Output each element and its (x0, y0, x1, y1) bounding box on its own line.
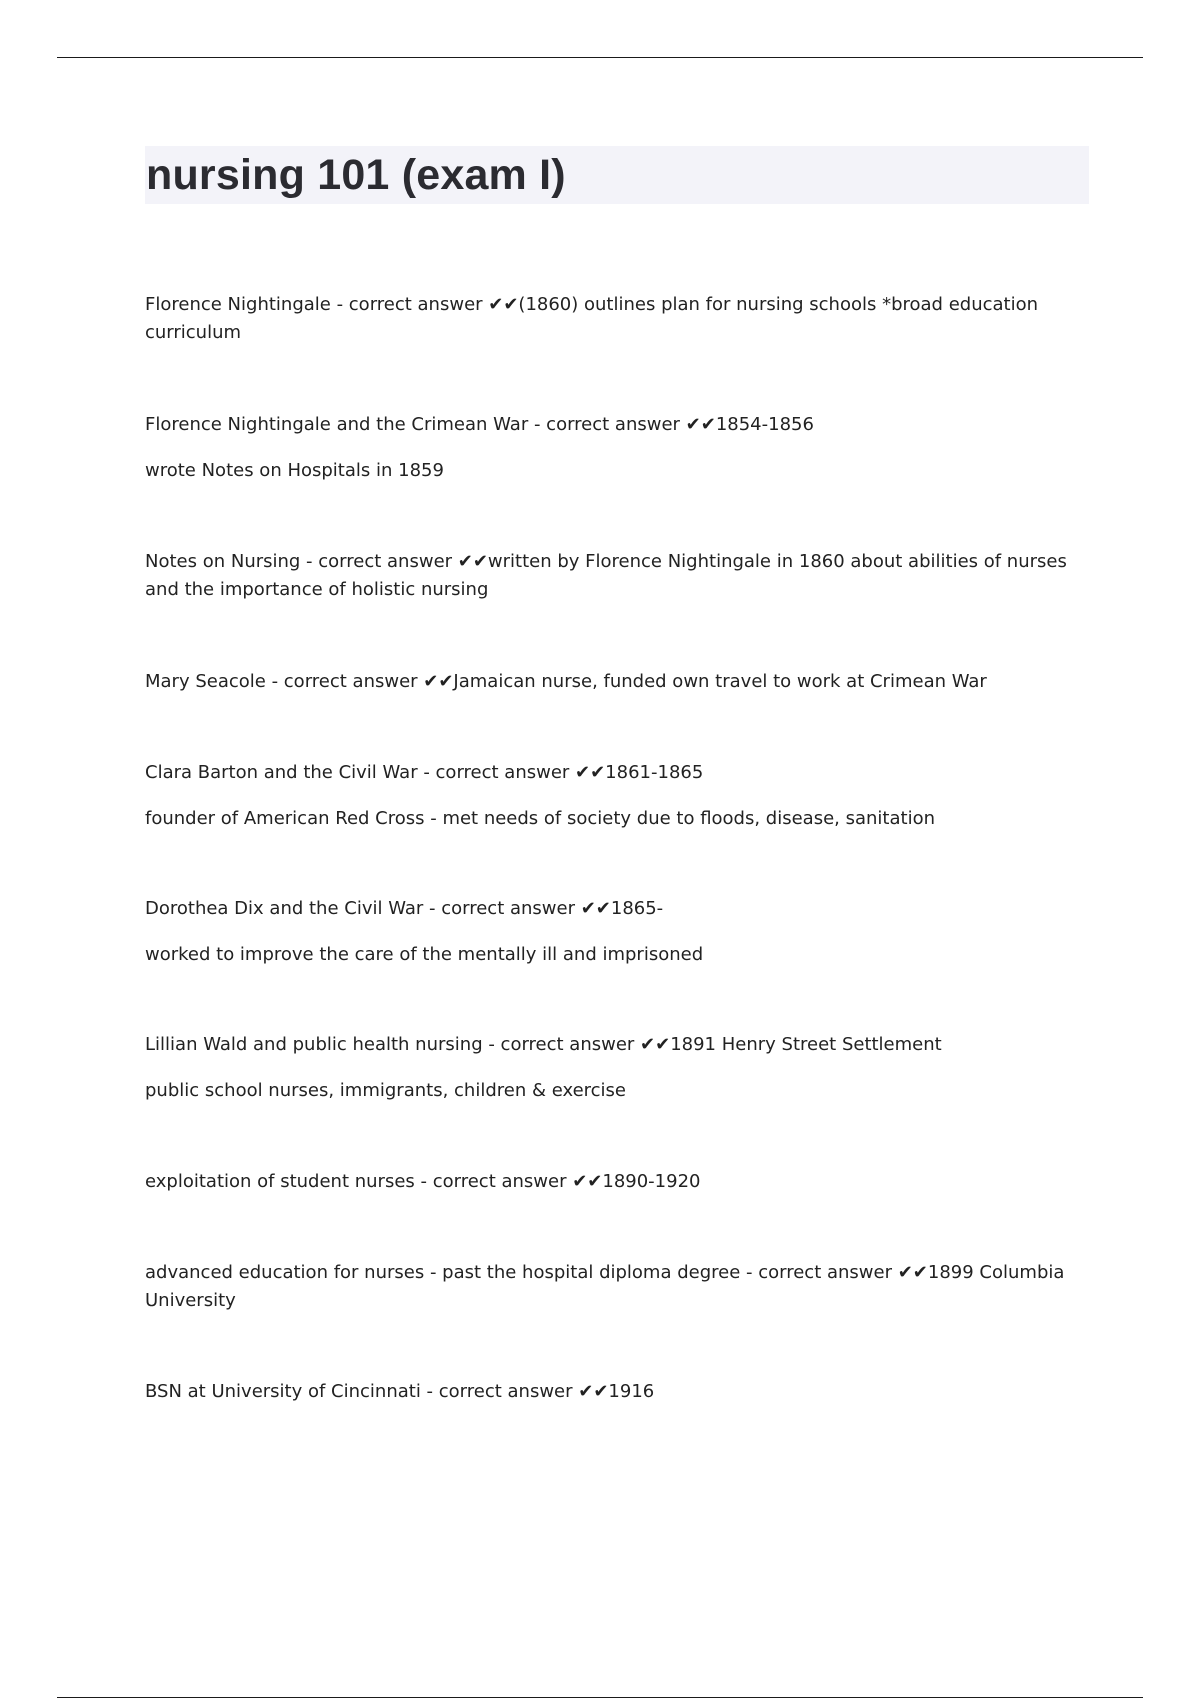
qa-entry (145, 759, 1085, 833)
qa-text: Lillian Wald and public health nursing - correct answer ✔✔1891 Henry Street Settlement (145, 1034, 942, 1055)
qa-note: public school nurses, immigrants, children & exercise (145, 1080, 626, 1101)
qa-note: worked to improve the care of the mentally ill and imprisoned (145, 944, 704, 965)
qa-entry (145, 411, 1085, 485)
bottom-rule (57, 1697, 1143, 1698)
qa-text: BSN at University of Cincinnati - correct answer ✔✔1916 (145, 1381, 655, 1402)
qa-text: Notes on Nursing - correct answer ✔✔written by Florence Nightingale in 1860 about abilities of nurses and the importance of holistic nursing (145, 551, 1067, 600)
qa-text: exploitation of student nurses - correct answer ✔✔1890-1920 (145, 1171, 701, 1192)
top-rule (57, 57, 1143, 58)
qa-entry (145, 548, 1085, 604)
qa-text: Dorothea Dix and the Civil War - correct answer ✔✔1865- (145, 898, 664, 919)
qa-note: founder of American Red Cross - met needs of society due to floods, disease, sanitation (145, 808, 935, 829)
qa-text: advanced education for nurses - past the hospital diploma degree - correct answer ✔✔1899 Columbia University (145, 1262, 1065, 1311)
qa-entry (145, 895, 1085, 969)
qa-entry (145, 1378, 1085, 1406)
qa-entry (145, 1168, 1085, 1196)
qa-text: Clara Barton and the Civil War - correct answer ✔✔1861-1865 (145, 762, 704, 783)
qa-entry (145, 1031, 1085, 1105)
qa-note: wrote Notes on Hospitals in 1859 (145, 460, 444, 481)
qa-entry (145, 1259, 1085, 1315)
qa-text: Florence Nightingale - correct answer ✔✔(1860) outlines plan for nursing schools *broad education curriculum (145, 294, 1039, 343)
qa-entry (145, 291, 1085, 347)
qa-text: Mary Seacole - correct answer ✔✔Jamaican nurse, funded own travel to work at Crimean War (145, 671, 987, 692)
qa-text: Florence Nightingale and the Crimean War - correct answer ✔✔1854-1856 (145, 414, 814, 435)
qa-entry (145, 668, 1085, 696)
document-title: nursing 101 (exam I) (146, 151, 566, 199)
